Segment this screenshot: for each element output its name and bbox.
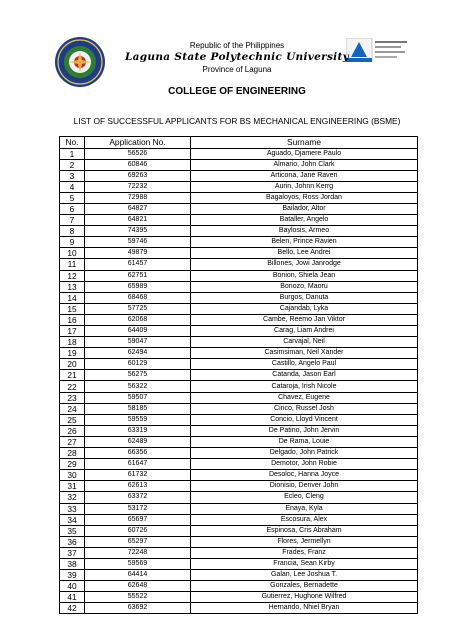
table-row xyxy=(60,259,418,270)
table-row xyxy=(60,148,418,159)
applicant-name: Cataroja, Irish Nicole xyxy=(191,381,418,392)
application-number: 61647 xyxy=(85,459,191,470)
applicant-name: Almario, John Clark xyxy=(191,159,418,170)
table-row xyxy=(60,181,418,192)
table-row xyxy=(60,237,418,248)
application-number: 62494 xyxy=(85,348,191,359)
applicant-name: Cajandab, Lyka xyxy=(191,303,418,314)
table-row xyxy=(60,248,418,259)
table-row xyxy=(60,448,418,459)
application-number: 56322 xyxy=(85,381,191,392)
application-number: 64821 xyxy=(85,215,191,226)
column-header-application-no: Application No. xyxy=(85,137,191,149)
applicant-name: Gutierrez, Hughone Wilfred xyxy=(191,592,418,603)
table-body xyxy=(60,148,418,614)
application-number: 60129 xyxy=(85,359,191,370)
application-number: 57725 xyxy=(85,303,191,314)
row-number: 12 xyxy=(60,270,85,281)
table-row xyxy=(60,414,418,425)
application-number: 62068 xyxy=(85,314,191,325)
applicant-name: Aurin, Johnn Kerrg xyxy=(191,181,418,192)
table-row xyxy=(60,403,418,414)
table-row xyxy=(60,558,418,569)
application-number: 53172 xyxy=(85,503,191,514)
table-row xyxy=(60,348,418,359)
list-title: LIST OF SUCCESSFUL APPLICANTS FOR BS MECHANICAL ENGINEERING (BSME) xyxy=(73,116,401,126)
row-number: 23 xyxy=(60,392,85,403)
row-number: 28 xyxy=(60,448,85,459)
row-number: 42 xyxy=(60,603,85,614)
applicant-name: Bagaloyos, Ross Jordan xyxy=(191,192,418,203)
applicant-name: Escosura, Alex xyxy=(191,514,418,525)
application-number: 65297 xyxy=(85,536,191,547)
table-row xyxy=(60,514,418,525)
row-number: 37 xyxy=(60,547,85,558)
row-number: 17 xyxy=(60,326,85,337)
row-number: 10 xyxy=(60,248,85,259)
application-number: 61732 xyxy=(85,470,191,481)
application-number: 60846 xyxy=(85,159,191,170)
applicant-name: Dionisio, Denver John xyxy=(191,481,418,492)
row-number: 33 xyxy=(60,503,85,514)
applicant-name: Bello, Lee Andrei xyxy=(191,248,418,259)
row-number: 24 xyxy=(60,403,85,414)
table-row xyxy=(60,226,418,237)
university-name: Laguna State Polytechnic University xyxy=(124,51,350,63)
row-number: 4 xyxy=(60,181,85,192)
table-row xyxy=(60,303,418,314)
applicant-name: Carag, Liam Andrei xyxy=(191,326,418,337)
row-number: 30 xyxy=(60,470,85,481)
application-number: 72232 xyxy=(85,181,191,192)
row-number: 9 xyxy=(60,237,85,248)
applicant-name: Catanda, Jason Earl xyxy=(191,370,418,381)
application-number: 56275 xyxy=(85,370,191,381)
table-row xyxy=(60,503,418,514)
application-number: 62648 xyxy=(85,581,191,592)
table-row xyxy=(60,192,418,203)
applicant-name: Aguado, Djamere Paulo xyxy=(191,148,418,159)
table-row xyxy=(60,436,418,447)
application-number: 64827 xyxy=(85,203,191,214)
applicant-name: Bataller, Angelo xyxy=(191,215,418,226)
row-number: 15 xyxy=(60,303,85,314)
row-number: 2 xyxy=(60,159,85,170)
application-number: 65989 xyxy=(85,281,191,292)
column-header-surname: Surname xyxy=(191,137,418,149)
application-number: 63319 xyxy=(85,425,191,436)
applicant-name: Concio, Lloyd Vincent xyxy=(191,414,418,425)
applicant-name: Chavez, Eugene xyxy=(191,392,418,403)
applicant-name: Belen, Prince Ravien xyxy=(191,237,418,248)
table-row xyxy=(60,370,418,381)
applicant-name: Demotor, John Robie xyxy=(191,459,418,470)
application-number: 62751 xyxy=(85,270,191,281)
table-row xyxy=(60,314,418,325)
table-row xyxy=(60,492,418,503)
table-row xyxy=(60,359,418,370)
table-row xyxy=(60,159,418,170)
application-number: 74395 xyxy=(85,226,191,237)
application-number: 66356 xyxy=(85,448,191,459)
applicant-name: Espinosa, Cris Abraham xyxy=(191,525,418,536)
applicant-name: Ecleo, Cleng xyxy=(191,492,418,503)
row-number: 27 xyxy=(60,436,85,447)
applicant-name: Billones, Jowi Janrodge xyxy=(191,259,418,270)
applicant-name: Flores, Jermellyn xyxy=(191,536,418,547)
applicant-name: Casimsiman, Neil Xander xyxy=(191,348,418,359)
row-number: 36 xyxy=(60,536,85,547)
applicant-name: Cinco, Russel Josh xyxy=(191,403,418,414)
application-number: 64409 xyxy=(85,326,191,337)
row-number: 26 xyxy=(60,425,85,436)
application-number: 63372 xyxy=(85,492,191,503)
applicant-name: Burgos, Danuta xyxy=(191,292,418,303)
table-row xyxy=(60,170,418,181)
table-row xyxy=(60,470,418,481)
application-number: 72988 xyxy=(85,192,191,203)
table-row xyxy=(60,570,418,581)
row-number: 25 xyxy=(60,414,85,425)
column-header-no: No. xyxy=(60,137,85,149)
republic-label: Republic of the Philippines xyxy=(189,41,285,50)
table-row xyxy=(60,203,418,214)
row-number: 16 xyxy=(60,314,85,325)
applicant-name: Hernando, Nhiel Bryan xyxy=(191,603,418,614)
row-number: 11 xyxy=(60,259,85,270)
application-number: 62613 xyxy=(85,481,191,492)
applicant-name: Castillo, Angelo Paul xyxy=(191,359,418,370)
application-number: 59559 xyxy=(85,414,191,425)
applicant-name: Enaya, Kyla xyxy=(191,503,418,514)
applicant-name: Bailador, Altor xyxy=(191,203,418,214)
table-row xyxy=(60,581,418,592)
applicant-name: Baylosis, Armeo xyxy=(191,226,418,237)
row-number: 31 xyxy=(60,481,85,492)
table-row xyxy=(60,603,418,614)
applicant-name: Carvajal, Neil xyxy=(191,337,418,348)
row-number: 29 xyxy=(60,459,85,470)
row-number: 35 xyxy=(60,525,85,536)
application-number: 69263 xyxy=(85,170,191,181)
application-number: 68468 xyxy=(85,292,191,303)
row-number: 20 xyxy=(60,359,85,370)
row-number: 19 xyxy=(60,348,85,359)
table-row xyxy=(60,481,418,492)
table-row xyxy=(60,459,418,470)
table-row xyxy=(60,337,418,348)
row-number: 34 xyxy=(60,514,85,525)
application-number: 59746 xyxy=(85,237,191,248)
table-row xyxy=(60,270,418,281)
row-number: 8 xyxy=(60,226,85,237)
table-row xyxy=(60,292,418,303)
table-row xyxy=(60,547,418,558)
table-row xyxy=(60,425,418,436)
table-header-row xyxy=(60,137,418,149)
applicant-name: Delgado, John Patrick xyxy=(191,448,418,459)
application-number: 65697 xyxy=(85,514,191,525)
applicant-name: Gonzales, Bernadette xyxy=(191,581,418,592)
row-number: 39 xyxy=(60,570,85,581)
row-number: 5 xyxy=(60,192,85,203)
province-label: Province of Laguna xyxy=(202,65,272,74)
application-number: 59047 xyxy=(85,337,191,348)
row-number: 18 xyxy=(60,337,85,348)
applicant-name: Bonozo, Maoru xyxy=(191,281,418,292)
row-number: 7 xyxy=(60,215,85,226)
applicant-name: Articona, Jane Raven xyxy=(191,170,418,181)
applicants-table xyxy=(59,136,418,614)
row-number: 6 xyxy=(60,203,85,214)
application-number: 55522 xyxy=(85,592,191,603)
application-number: 58185 xyxy=(85,403,191,414)
applicant-name: Cambe, Reemo Jan Viktor xyxy=(191,314,418,325)
college-title: COLLEGE OF ENGINEERING xyxy=(168,86,306,97)
applicant-name: Francia, Sean Kirby xyxy=(191,558,418,569)
table-row xyxy=(60,592,418,603)
table-row xyxy=(60,381,418,392)
applicant-name: De Patino, John Jervin xyxy=(191,425,418,436)
row-number: 21 xyxy=(60,370,85,381)
table-row xyxy=(60,281,418,292)
table-row xyxy=(60,525,418,536)
row-number: 3 xyxy=(60,170,85,181)
application-number: 72248 xyxy=(85,547,191,558)
row-number: 38 xyxy=(60,558,85,569)
row-number: 14 xyxy=(60,292,85,303)
applicant-name: Desoloc, Hanna Joyce xyxy=(191,470,418,481)
table-row xyxy=(60,215,418,226)
table-row xyxy=(60,536,418,547)
table-row xyxy=(60,392,418,403)
row-number: 41 xyxy=(60,592,85,603)
application-number: 64414 xyxy=(85,570,191,581)
row-number: 1 xyxy=(60,148,85,159)
row-number: 32 xyxy=(60,492,85,503)
applicant-name: Frades, Franz xyxy=(191,547,418,558)
row-number: 22 xyxy=(60,381,85,392)
applicant-name: De Rama, Louie xyxy=(191,436,418,447)
application-number: 62489 xyxy=(85,436,191,447)
row-number: 40 xyxy=(60,581,85,592)
applicant-name: Bonion, Shiela Jean xyxy=(191,270,418,281)
application-number: 49879 xyxy=(85,248,191,259)
application-number: 56526 xyxy=(85,148,191,159)
application-number: 59507 xyxy=(85,392,191,403)
application-number: 63692 xyxy=(85,603,191,614)
application-number: 59569 xyxy=(85,558,191,569)
row-number: 13 xyxy=(60,281,85,292)
application-number: 60726 xyxy=(85,525,191,536)
applicant-name: Galan, Lee Joshua T. xyxy=(191,570,418,581)
application-number: 61457 xyxy=(85,259,191,270)
table-row xyxy=(60,326,418,337)
